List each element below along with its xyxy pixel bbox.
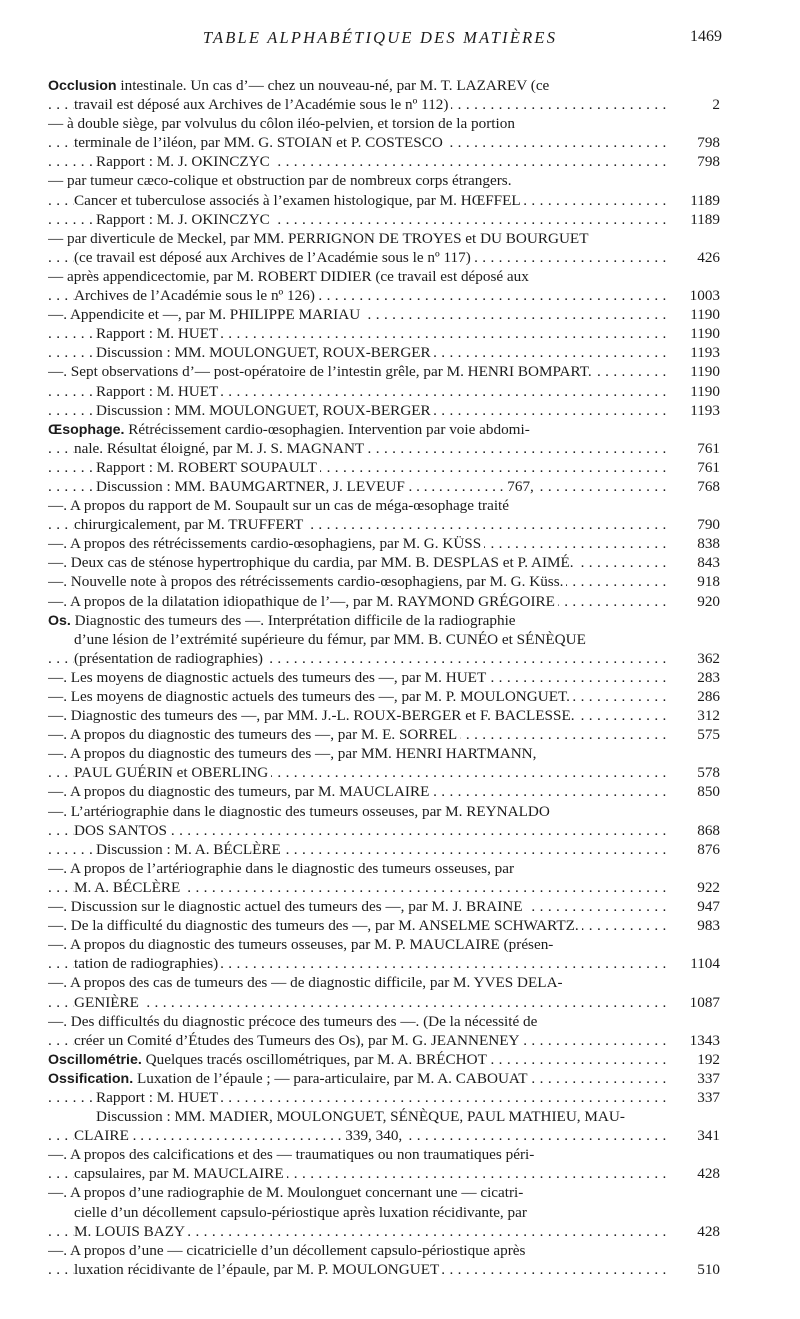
index-entry-text: —. A propos du diagnostic des tumeurs osseuses, par M. P. MAUCLAIRE (présen- (48, 936, 554, 954)
index-line (48, 1241, 720, 1260)
index-line (48, 420, 720, 439)
index-line-text (96, 478, 537, 495)
page-reference: 192 (691, 1050, 720, 1069)
index-line (48, 324, 720, 343)
page-reference: 1343 (684, 1031, 720, 1050)
index-line-text (48, 593, 558, 610)
page-number: 1469 (690, 28, 722, 45)
index-line-text (74, 192, 524, 209)
page-reference: 838 (691, 534, 720, 553)
index-line-text (48, 1051, 490, 1068)
index-entry-text: Discussion : MM. MADIER, MOULONGUET, SÉNÈQUE, PAUL MATHIEU, MAU- (96, 1108, 625, 1126)
index-line (48, 286, 720, 305)
index-line-text (48, 115, 515, 132)
index-line-text (48, 974, 563, 991)
index-line (48, 382, 720, 401)
index-entry-text: —. A propos du diagnostic des tumeurs des —, par M. E. SORREL (48, 726, 458, 744)
index-line-text (74, 764, 271, 781)
page-reference: 337 (691, 1069, 720, 1088)
index-line-text (48, 172, 512, 189)
index-entry-text: —. Les moyens de diagnostic actuels des tumeurs des —, par M. HUET (48, 668, 487, 686)
index-entry-text: Rapport : M. HUET (96, 1088, 219, 1106)
index-entry-text: —. Discussion sur le diagnostic actuel des tumeurs des —, par M. J. BRAINE (48, 898, 523, 916)
index-entry-text: —. A propos des rétrécissements cardio-œsophagiens, par M. G. KÜSS (48, 535, 482, 553)
page-reference: 1189 (684, 210, 720, 229)
page-reference: 362 (691, 649, 720, 668)
index-line-text (74, 1223, 188, 1240)
page-reference: 1087 (684, 993, 720, 1012)
index-line-text (48, 535, 484, 552)
page-reference: 312 (691, 706, 720, 725)
index-line-text (96, 459, 320, 476)
index-entry-text: Discussion : MM. BAUMGARTNER, J. LEVEUF . . . . . . . . . . . . . 767, (96, 477, 534, 495)
index-line-text (74, 1127, 405, 1144)
index-entry-text: créer un Comité d’Études des Tumeurs des Os), par M. G. JEANNENEY (74, 1031, 520, 1049)
index-line-text (48, 1242, 525, 1259)
index-line (48, 935, 720, 954)
index-line (48, 343, 720, 362)
page-reference: 428 (691, 1222, 720, 1241)
page-reference: 876 (691, 840, 720, 859)
page-reference: 578 (691, 763, 720, 782)
page-reference: 761 (691, 458, 720, 477)
index-line (48, 611, 720, 630)
index-line (48, 439, 720, 458)
index-entry-text: intestinale. Un cas d’— chez un nouveau-né, par M. T. LAZAREV (ce (116, 77, 550, 94)
page-reference: 798 (691, 133, 720, 152)
index-line (48, 152, 720, 171)
index-line (48, 1050, 720, 1069)
index-line (48, 973, 720, 992)
index-entry-text: —. A propos d’une radiographie de M. Moulonguet concernant une — cicatri- (48, 1184, 524, 1202)
index-line-text (74, 249, 474, 266)
index-line (48, 763, 720, 782)
index-line (48, 210, 720, 229)
page-reference: 922 (691, 878, 720, 897)
index-line-text (48, 421, 530, 438)
index-entry-text: —. A propos du rapport de M. Soupault sur un cas de méga-œsophage traité (48, 497, 510, 515)
index-line (48, 897, 720, 916)
index-line (48, 1222, 720, 1241)
index-line (48, 821, 720, 840)
index-entry-text: terminale de l’iléon, par MM. G. STOIAN et P. COSTESCO (74, 134, 443, 152)
index-entry-text: —. Deux cas de sténose hypertrophique du cardia, par MM. B. DESPLAS et P. AIMÉ. (48, 554, 574, 572)
index-line (48, 458, 720, 477)
index-line (48, 76, 720, 95)
index-line (48, 840, 720, 859)
page-reference: 575 (691, 725, 720, 744)
index-line-text (96, 211, 273, 228)
page-reference: 428 (691, 1164, 720, 1183)
index-line-text (96, 402, 434, 419)
index-entry-text: —. L’artériographie dans le diagnostic des tumeurs osseuses, par M. REYNALDO (48, 802, 550, 820)
page-reference: 868 (691, 821, 720, 840)
index-line-text (74, 96, 451, 113)
index-line (48, 993, 720, 1012)
page-reference: 947 (691, 897, 720, 916)
index-keyword: Ossification. (48, 1070, 134, 1087)
index-line-text (48, 77, 549, 94)
index-line-text (74, 440, 367, 457)
index-line (48, 114, 720, 133)
index-entry-text: (présentation de radiographies) (74, 649, 263, 667)
index-line-text (74, 1204, 527, 1221)
page-reference: 983 (691, 916, 720, 935)
index-entry-text: Rapport : M. HUET (96, 382, 219, 400)
index-entry-text: CLAIRE . . . . . . . . . . . . . . . . . . . . . . . . . . . . 339, 340, (74, 1127, 403, 1145)
index-line (48, 706, 720, 725)
index-line (48, 477, 720, 496)
page-reference: 761 (691, 439, 720, 458)
index-keyword: Oscillométrie. (48, 1051, 142, 1068)
index-entry-text: Rapport : M. ROBERT SOUPAULT (96, 458, 317, 476)
index-entry-text: M. A. BÉCLÈRE (74, 878, 181, 896)
index-line-text (74, 1165, 287, 1182)
index-entry-text: Diagnostic des tumeurs des —. Interprétation difficile de la radiographie (70, 611, 516, 629)
index-line-text (48, 707, 578, 724)
running-header (0, 28, 800, 52)
index-entry-text: Discussion : MM. MOULONGUET, ROUX-BERGER (96, 344, 431, 362)
index-line-text (48, 1013, 537, 1030)
index-entry-text: Cancer et tuberculose associés à l’examen histologique, par M. HŒFFEL (74, 191, 521, 209)
index-line-text (48, 803, 550, 820)
index-line (48, 553, 720, 572)
running-title: TABLE ALPHABÉTIQUE DES MATIÈRES (202, 28, 558, 47)
page-reference: 1193 (684, 343, 720, 362)
page-reference: 1189 (684, 191, 720, 210)
index-line (48, 802, 720, 821)
index-entry-text: cielle d’un décollement capsulo-périostique après luxation récidivante, par (74, 1203, 527, 1221)
index-entry-text: —. A propos d’une — cicatricielle d’un décollement capsulo-périostique après (48, 1241, 526, 1259)
index-entry-text: chirurgicalement, par M. TRUFFERT (74, 516, 304, 534)
index-entry-text: —. A propos des cas de tumeurs des — de diagnostic difficile, par M. YVES DELA- (48, 974, 563, 992)
index-entry-text: Archives de l’Académie sous le nº 126) (74, 287, 315, 305)
page-reference: 1190 (684, 305, 720, 324)
index-entry-text: Rapport : M. HUET (96, 325, 219, 343)
index-line-text (48, 917, 582, 934)
index-line (48, 1107, 720, 1126)
page-reference: 790 (691, 515, 720, 534)
index-line (48, 248, 720, 267)
index-line (48, 515, 720, 534)
page-reference: 286 (691, 687, 720, 706)
index-entry-text: tation de radiographies) (74, 955, 219, 973)
index-line-text (74, 650, 266, 667)
index-line (48, 1164, 720, 1183)
index-line (48, 1183, 720, 1202)
index-line (48, 1069, 720, 1088)
index-line-text (48, 726, 460, 743)
index-entry-text: — par tumeur cæco-colique et obstruction par de nombreux corps étrangers. (48, 172, 512, 190)
page-reference: 1104 (684, 954, 720, 973)
index-line (48, 305, 720, 324)
index-entry-text: luxation récidivante de l’épaule, par M. P. MOULONGUET (74, 1260, 440, 1278)
index-line-text (96, 325, 221, 342)
index-line (48, 1088, 720, 1107)
index-line (48, 572, 720, 591)
index-entry-text: travail est déposé aux Archives de l’Académie sous le nº 112) (74, 96, 449, 114)
index-line-text (48, 936, 553, 953)
index-entry-text: —. De la difficulté du diagnostic des tumeurs des —, par M. ANSELME SCHWARTZ. (48, 917, 579, 935)
index-line-text (74, 879, 183, 896)
index-line-text (48, 745, 536, 762)
index-line (48, 782, 720, 801)
index-line-text (48, 306, 363, 323)
index-entry-text: — après appendicectomie, par M. ROBERT DIDIER (ce travail est déposé aux (48, 267, 529, 285)
index-line-text (74, 516, 306, 533)
page-reference: 918 (691, 572, 720, 591)
index-line-text (74, 134, 446, 151)
page-reference: 283 (691, 668, 720, 687)
index-line-text (48, 230, 588, 247)
index-line-text (48, 268, 529, 285)
page-reference: 337 (691, 1088, 720, 1107)
index-line-text (74, 287, 318, 304)
index-line (48, 725, 720, 744)
index-entry-text: —. Appendicite et —, par M. PHILIPPE MARIAU (48, 306, 361, 324)
index-line-text (74, 1261, 442, 1278)
index-line-text (48, 1070, 531, 1087)
index-line-text (48, 898, 526, 915)
index-entry-text: —. A propos de la dilatation idiopathique de l’—, par M. RAYMOND GRÉGOIRE (48, 592, 555, 610)
index-line-text (48, 669, 489, 686)
index-line-text (96, 1108, 625, 1125)
index-entry-text: Quelques tracés oscillométriques, par M. A. BRÉCHOT (141, 1050, 487, 1068)
index-line-text (96, 841, 284, 858)
index-entry-text: —. A propos du diagnostic des tumeurs des —, par MM. HENRI HARTMANN, (48, 745, 537, 763)
index-line (48, 859, 720, 878)
page-reference: 843 (691, 553, 720, 572)
index-entry-text: Rétrécissement cardio-œsophagien. Intervention par voie abdomi- (124, 420, 530, 438)
index-line-text (74, 994, 142, 1011)
index-line-text (48, 497, 509, 514)
page-reference: 1190 (684, 362, 720, 381)
index-line (48, 649, 720, 668)
index-entry-text: Discussion : M. A. BÉCLÈRE (96, 840, 281, 858)
index-line (48, 1031, 720, 1050)
page-reference: 2 (706, 95, 720, 114)
index-line-text (48, 1184, 523, 1201)
index-line (48, 191, 720, 210)
index-entry-text: nale. Résultat éloigné, par M. J. S. MAGNANT (74, 439, 365, 457)
page-reference: 920 (691, 592, 720, 611)
index-line (48, 534, 720, 553)
index-line-text (48, 860, 514, 877)
page-reference: 341 (691, 1126, 720, 1145)
index-line (48, 1203, 720, 1222)
index-line-text (96, 344, 434, 361)
index-line-text (74, 1032, 522, 1049)
index-keyword: Occlusion (48, 78, 117, 94)
index-keyword: Œsophage. (48, 421, 125, 438)
index-entry-text: —. Diagnostic des tumeurs des —, par MM. J.-L. ROUX-BERGER et F. BACLESSE. (48, 707, 575, 725)
index-line-text (96, 383, 221, 400)
page-reference: 1190 (684, 382, 720, 401)
index-entry-text: —. A propos des calcifications et des — traumatiques ou non traumatiques péri- (48, 1146, 535, 1164)
index-line (48, 1145, 720, 1164)
page-reference: 1190 (684, 324, 720, 343)
index-entry-text: —. A propos du diagnostic des tumeurs, par M. MAUCLAIRE (48, 783, 430, 801)
index-line (48, 878, 720, 897)
index-line (48, 171, 720, 190)
index-entry-text: Discussion : MM. MOULONGUET, ROUX-BERGER (96, 401, 431, 419)
index-line-text (74, 955, 221, 972)
index-line-text (48, 783, 432, 800)
index-line-text (74, 822, 170, 839)
index-entry-text: —. Des difficultés du diagnostic précoce des tumeurs des —. (De la nécessité de (48, 1012, 538, 1030)
index-body (48, 76, 720, 1279)
index-line (48, 496, 720, 515)
index-line-text (48, 554, 577, 571)
index-line (48, 1012, 720, 1031)
index-entry-text: —. Nouvelle note à propos des rétrécissements cardio-œsophagiens, par M. G. Küss. (48, 573, 564, 591)
index-entry-text: —. A propos de l’artériographie dans le diagnostic des tumeurs osseuses, par (48, 859, 515, 877)
index-entry-text: d’une lésion de l’extrémité supérieure du fémur, par MM. B. CUNÉO et SÉNÈQUE (74, 630, 586, 648)
index-entry-text: DOS SANTOS (74, 821, 167, 839)
index-line (48, 630, 720, 649)
index-entry-text: M. LOUIS BAZY (74, 1222, 185, 1240)
index-line (48, 95, 720, 114)
index-line (48, 133, 720, 152)
index-line-text (48, 612, 516, 629)
index-line (48, 916, 720, 935)
index-line (48, 668, 720, 687)
index-line-text (48, 363, 595, 380)
page-reference: 426 (691, 248, 720, 267)
index-line (48, 267, 720, 286)
index-entry-text: (ce travail est déposé aux Archives de l’Académie sous le nº 117) (74, 248, 471, 266)
index-line (48, 744, 720, 763)
index-entry-text: Rapport : M. J. OKINCZYC (96, 153, 270, 171)
index-entry-text: GENIÈRE (74, 993, 139, 1011)
index-entry-text: capsulaires, par M. MAUCLAIRE (74, 1165, 284, 1183)
index-line (48, 954, 720, 973)
index-entry-text: Luxation de l’épaule ; — para-articulaire, par M. A. CABOUAT (133, 1069, 528, 1087)
index-line-text (48, 573, 566, 590)
index-entry-text: —. Les moyens de diagnostic actuels des tumeurs des —, par M. P. MOULONGUET. (48, 688, 570, 705)
index-line (48, 1126, 720, 1145)
index-line-text (74, 631, 586, 648)
page-reference: 798 (691, 152, 720, 171)
index-line (48, 229, 720, 248)
index-line (48, 401, 720, 420)
page-reference: 850 (691, 782, 720, 801)
page-reference: 510 (691, 1260, 720, 1279)
index-entry-text: — à double siège, par volvulus du côlon iléo-pelvien, et torsion de la portion (48, 115, 515, 133)
index-entry-text: Rapport : M. J. OKINCZYC (96, 210, 270, 228)
page-reference: 1193 (684, 401, 720, 420)
index-entry-text: — par diverticule de Meckel, par MM. PERRIGNON DE TROYES et DU BOURGUET (48, 229, 589, 247)
index-line (48, 592, 720, 611)
index-line (48, 687, 720, 706)
index-keyword: Os. (48, 612, 71, 629)
index-line-text (48, 688, 573, 705)
page-reference: 768 (691, 477, 720, 496)
page-reference: 1003 (684, 286, 720, 305)
index-line-text (96, 153, 273, 170)
index-entry-text: —. Sept observations d’— post-opératoire de l’intestin grêle, par M. HENRI BOMPART. (48, 363, 592, 381)
index-line (48, 1260, 720, 1279)
index-entry-text: PAUL GUÉRIN et OBERLING (74, 764, 269, 782)
index-line (48, 362, 720, 381)
index-line-text (48, 1146, 534, 1163)
index-line-text (96, 1089, 221, 1106)
